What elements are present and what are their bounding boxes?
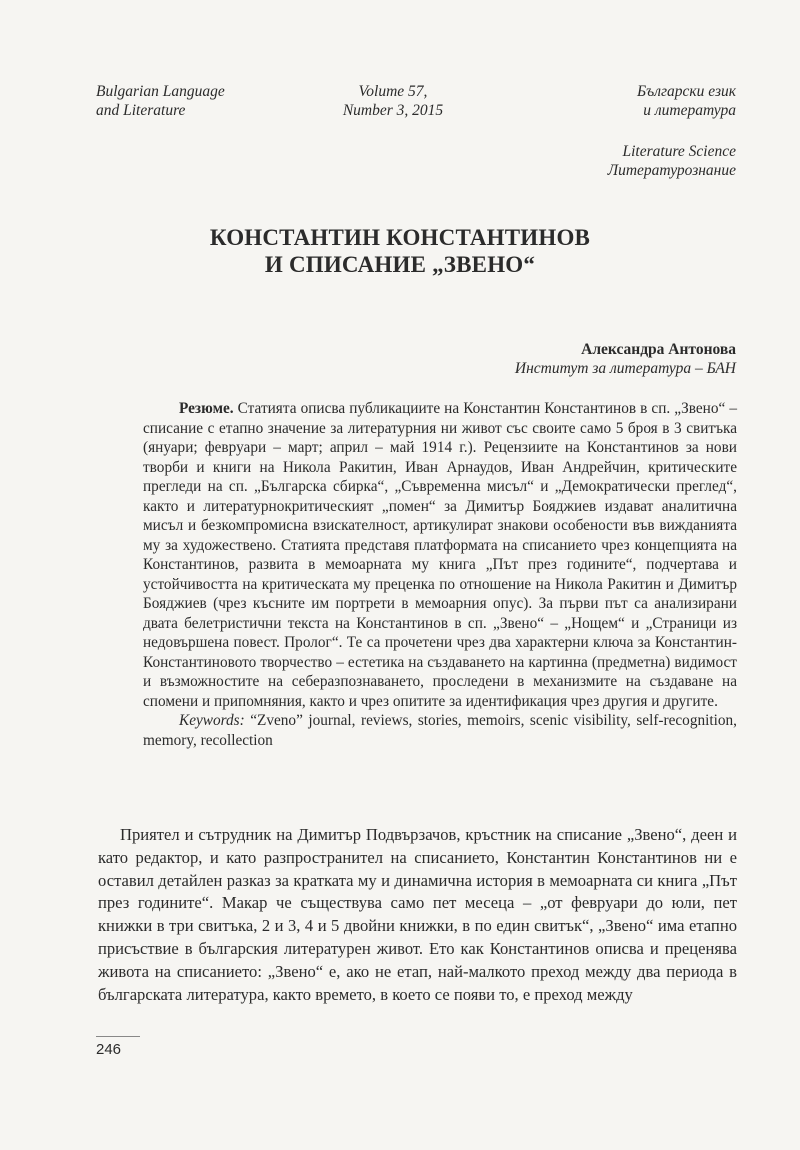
author-name: Александра Антонова — [581, 341, 736, 358]
author-block — [515, 340, 736, 378]
article-title-line2: И СПИСАНИЕ „ЗВЕНО“ — [264, 252, 536, 277]
journal-title-bg-line2: и литература — [643, 102, 736, 119]
author-affiliation: Институт за литература – БАН — [514, 360, 736, 377]
issue-number-label: Number 3, 2015 — [342, 102, 444, 119]
issue-info — [338, 82, 448, 120]
article-title-line1: КОНСТАНТИН КОНСТАНТИНОВ — [209, 225, 591, 250]
keywords-paragraph — [143, 711, 737, 750]
journal-title-en-line2: and Literature — [96, 102, 186, 119]
abstract — [143, 399, 737, 750]
journal-title-bg-line1: Български език — [637, 83, 736, 100]
rubric-en: Literature Science — [622, 143, 736, 160]
article-body — [98, 824, 737, 1006]
journal-title-en — [96, 82, 225, 120]
footer-rule — [96, 1036, 140, 1037]
volume-label: Volume 57, — [358, 83, 428, 100]
page-number: 246 — [96, 1041, 122, 1058]
journal-title-bg — [637, 82, 736, 120]
body-paragraph: Приятел и сътрудник на Димитър Подвързачов, кръстник на списание „Звено“, деен и като редактор, и като разпространител на списанието, Константин Константинов ни е оставил детайлен разказ за кратката му и динамична история в мемоарната си книга „Път през годините“. Макар че съществува само пет месеца – „от февруари до юли, пет книжки в три свитъка, 2 и 3, 4 и 5 двойни книжки, в по един свитък“, „Звено“ има етапно присъствие в българския литературен живот. Ето как Константинов описва и преценява живота на списанието: „Звено“ е, ако не етап, най-малкото преход между два периода в българската литература, както времето, в което се появи то, е преход между — [98, 825, 737, 1004]
keywords-text: “Zveno” journal, reviews, stories, memoirs, scenic visibility, self-recognition, memory, recollection — [143, 712, 737, 749]
abstract-label: Резюме. — [179, 400, 234, 417]
keywords-label: Keywords: — [179, 712, 245, 729]
article-title — [100, 224, 700, 278]
section-rubric — [608, 142, 736, 180]
abstract-paragraph — [143, 399, 737, 711]
running-header — [96, 82, 736, 126]
abstract-text: Статията описва публикациите на Константин Константинов в сп. „Звено“ – списание с етапно значение за литературния ни живот със своите само 5 броя в 3 свитъка (януари; февруари – март; април – май 1914 г.). Рецензиите на Константинов за нови творби и книги на Никола Ракитин, Иван Арнаудов, Иван Андрейчин, критическите прегледи на сп. „Българска сбирка“, „Съвременна мисъл“ и „Демократически преглед“, както и литературнокритическият „помен“ за Димитър Бояджиев издават аналитична мисъл и безкомпромисна взискателност, артикулират знакови особености във вижданията му за художествено. Статията представя платформата на списанието чрез концепцията на Константинов, развита в мемоарната му книга „Път през годините“, подчертава и устойчивостта на критическата му преценка по отношение на Никола Ракитин и Димитър Бояджиев (чрез късните им портрети в мемоарния опус). За първи път са анализирани двата белетристични текста на Константинов в сп. „Звено“ – „Нощем“ и „Страници из недовършена повест. Пролог“. Те са прочетени чрез два характерни ключа за Константин-Константиновото творчество – естетика на създаването на картинна (предметна) видимост и възможностите на себеразпознаването, проследени в механизмите на създаване на спомени и припомняния, както и чрез опитите за идентификация чрез другия и другите. — [143, 400, 737, 710]
rubric-bg: Литературознание — [607, 162, 736, 179]
journal-title-en-line1: Bulgarian Language — [96, 83, 225, 100]
